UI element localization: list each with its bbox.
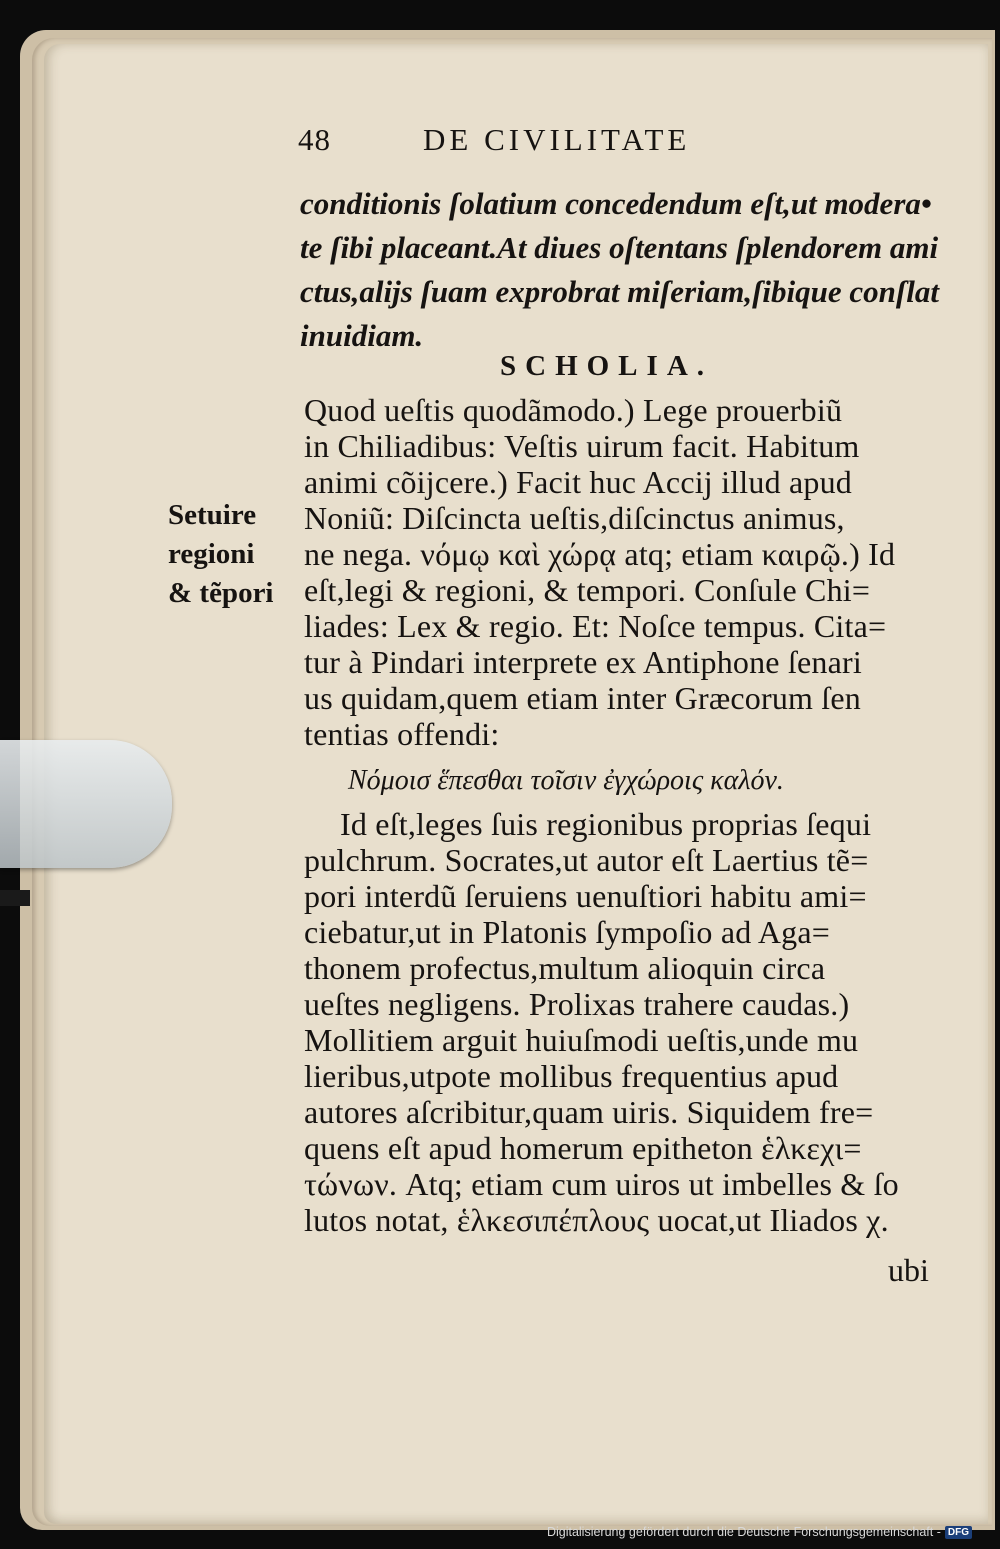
catchword: ubi	[888, 1252, 929, 1288]
margin-note-line: Setuire	[168, 499, 257, 531]
running-head	[298, 122, 690, 158]
margin-note-line: regioni	[168, 538, 255, 570]
body-line: us quidam,quem etiam inter Græcorum ſen	[304, 680, 862, 716]
body-line: ciebatur,ut in Platonis ſympoſio ad Aga=	[304, 914, 831, 950]
body-line: liades: Lex & regio. Et: Noſce tempus. Cita=	[304, 608, 887, 644]
body-line: Quod ueſtis quodãmodo.) Lege prouerbiũ	[304, 392, 843, 428]
dfg-logo: DFG	[945, 1526, 972, 1539]
body-line: τώνων. Atq; etiam cum uiros ut imbelles & ſo	[304, 1166, 899, 1202]
body-line: animi cõijcere.) Facit huc Accij illud apud	[304, 464, 852, 500]
page-clip	[0, 740, 172, 868]
greek-verse: Νόμοισ ἕπεσθαι τοῖσιν ἐγχώροις καλόν.	[348, 765, 784, 796]
body-line: ueſtes negligens. Prolixas trahere caudas.)	[304, 986, 850, 1022]
body-line: Id eſt,leges ſuis regionibus proprias ſequi	[340, 806, 872, 842]
body-line: autores aſcribitur,quam uiris. Siquidem fre=	[304, 1094, 874, 1130]
body-line: Noniũ: Diſcincta ueſtis,diſcinctus animus,	[304, 500, 845, 536]
italic-line: ctus,alijs ſuam exprobrat miſeriam,ſibique conſlat	[300, 274, 939, 309]
section-title: SCHOLIA.	[500, 350, 714, 382]
body-line: tentias offendi:	[304, 716, 500, 752]
footer-text: Digitalisierung gefördert durch die Deutsche Forschungsgemeinschaft -	[546, 1525, 941, 1539]
body-line: lutos notat, ἑλκεσιπέπλους uocat,ut Iliados χ.	[304, 1202, 889, 1238]
body-line: tur à Pindari interprete ex Antiphone ſenari	[304, 644, 862, 680]
body-line: quens eſt apud homerum epitheton ἑλκεχι=	[304, 1130, 862, 1166]
body-line: in Chiliadibus: Veſtis uirum facit. Habitum	[304, 428, 860, 464]
body-line: thonem profectus,multum alioquin circa	[304, 950, 826, 986]
margin-note-line: & tẽpori	[168, 577, 274, 609]
margin-note	[168, 496, 274, 613]
body-line: lieribus,utpote mollibus frequentius apud	[304, 1058, 839, 1094]
footer-credit	[547, 1525, 972, 1539]
page-number: 48	[298, 122, 331, 157]
clip-shadow	[0, 890, 30, 906]
body-line: eſt,legi & regioni, & tempori. Conſule Chi=	[304, 572, 871, 608]
italic-line: te ſibi placeant.At diues oſtentans ſplendorem ami	[300, 230, 939, 265]
body-line: pori interdũ ſeruiens uenuſtiori habitu ami=	[304, 878, 867, 914]
body-line: pulchrum. Socrates,ut autor eſt Laertius tẽ=	[304, 842, 869, 878]
italic-line: conditionis ſolatium concedendum eſt,ut modera•	[300, 186, 932, 221]
body-line: Mollitiem arguit huiuſmodi ueſtis,unde mu	[304, 1022, 859, 1058]
body-line: ne nega. νόμῳ καὶ χώρᾳ atq; etiam καιρῷ.) Id	[304, 536, 896, 572]
running-head-title: DE CIVILITATE	[423, 122, 691, 157]
italic-line: inuidiam.	[300, 318, 424, 353]
